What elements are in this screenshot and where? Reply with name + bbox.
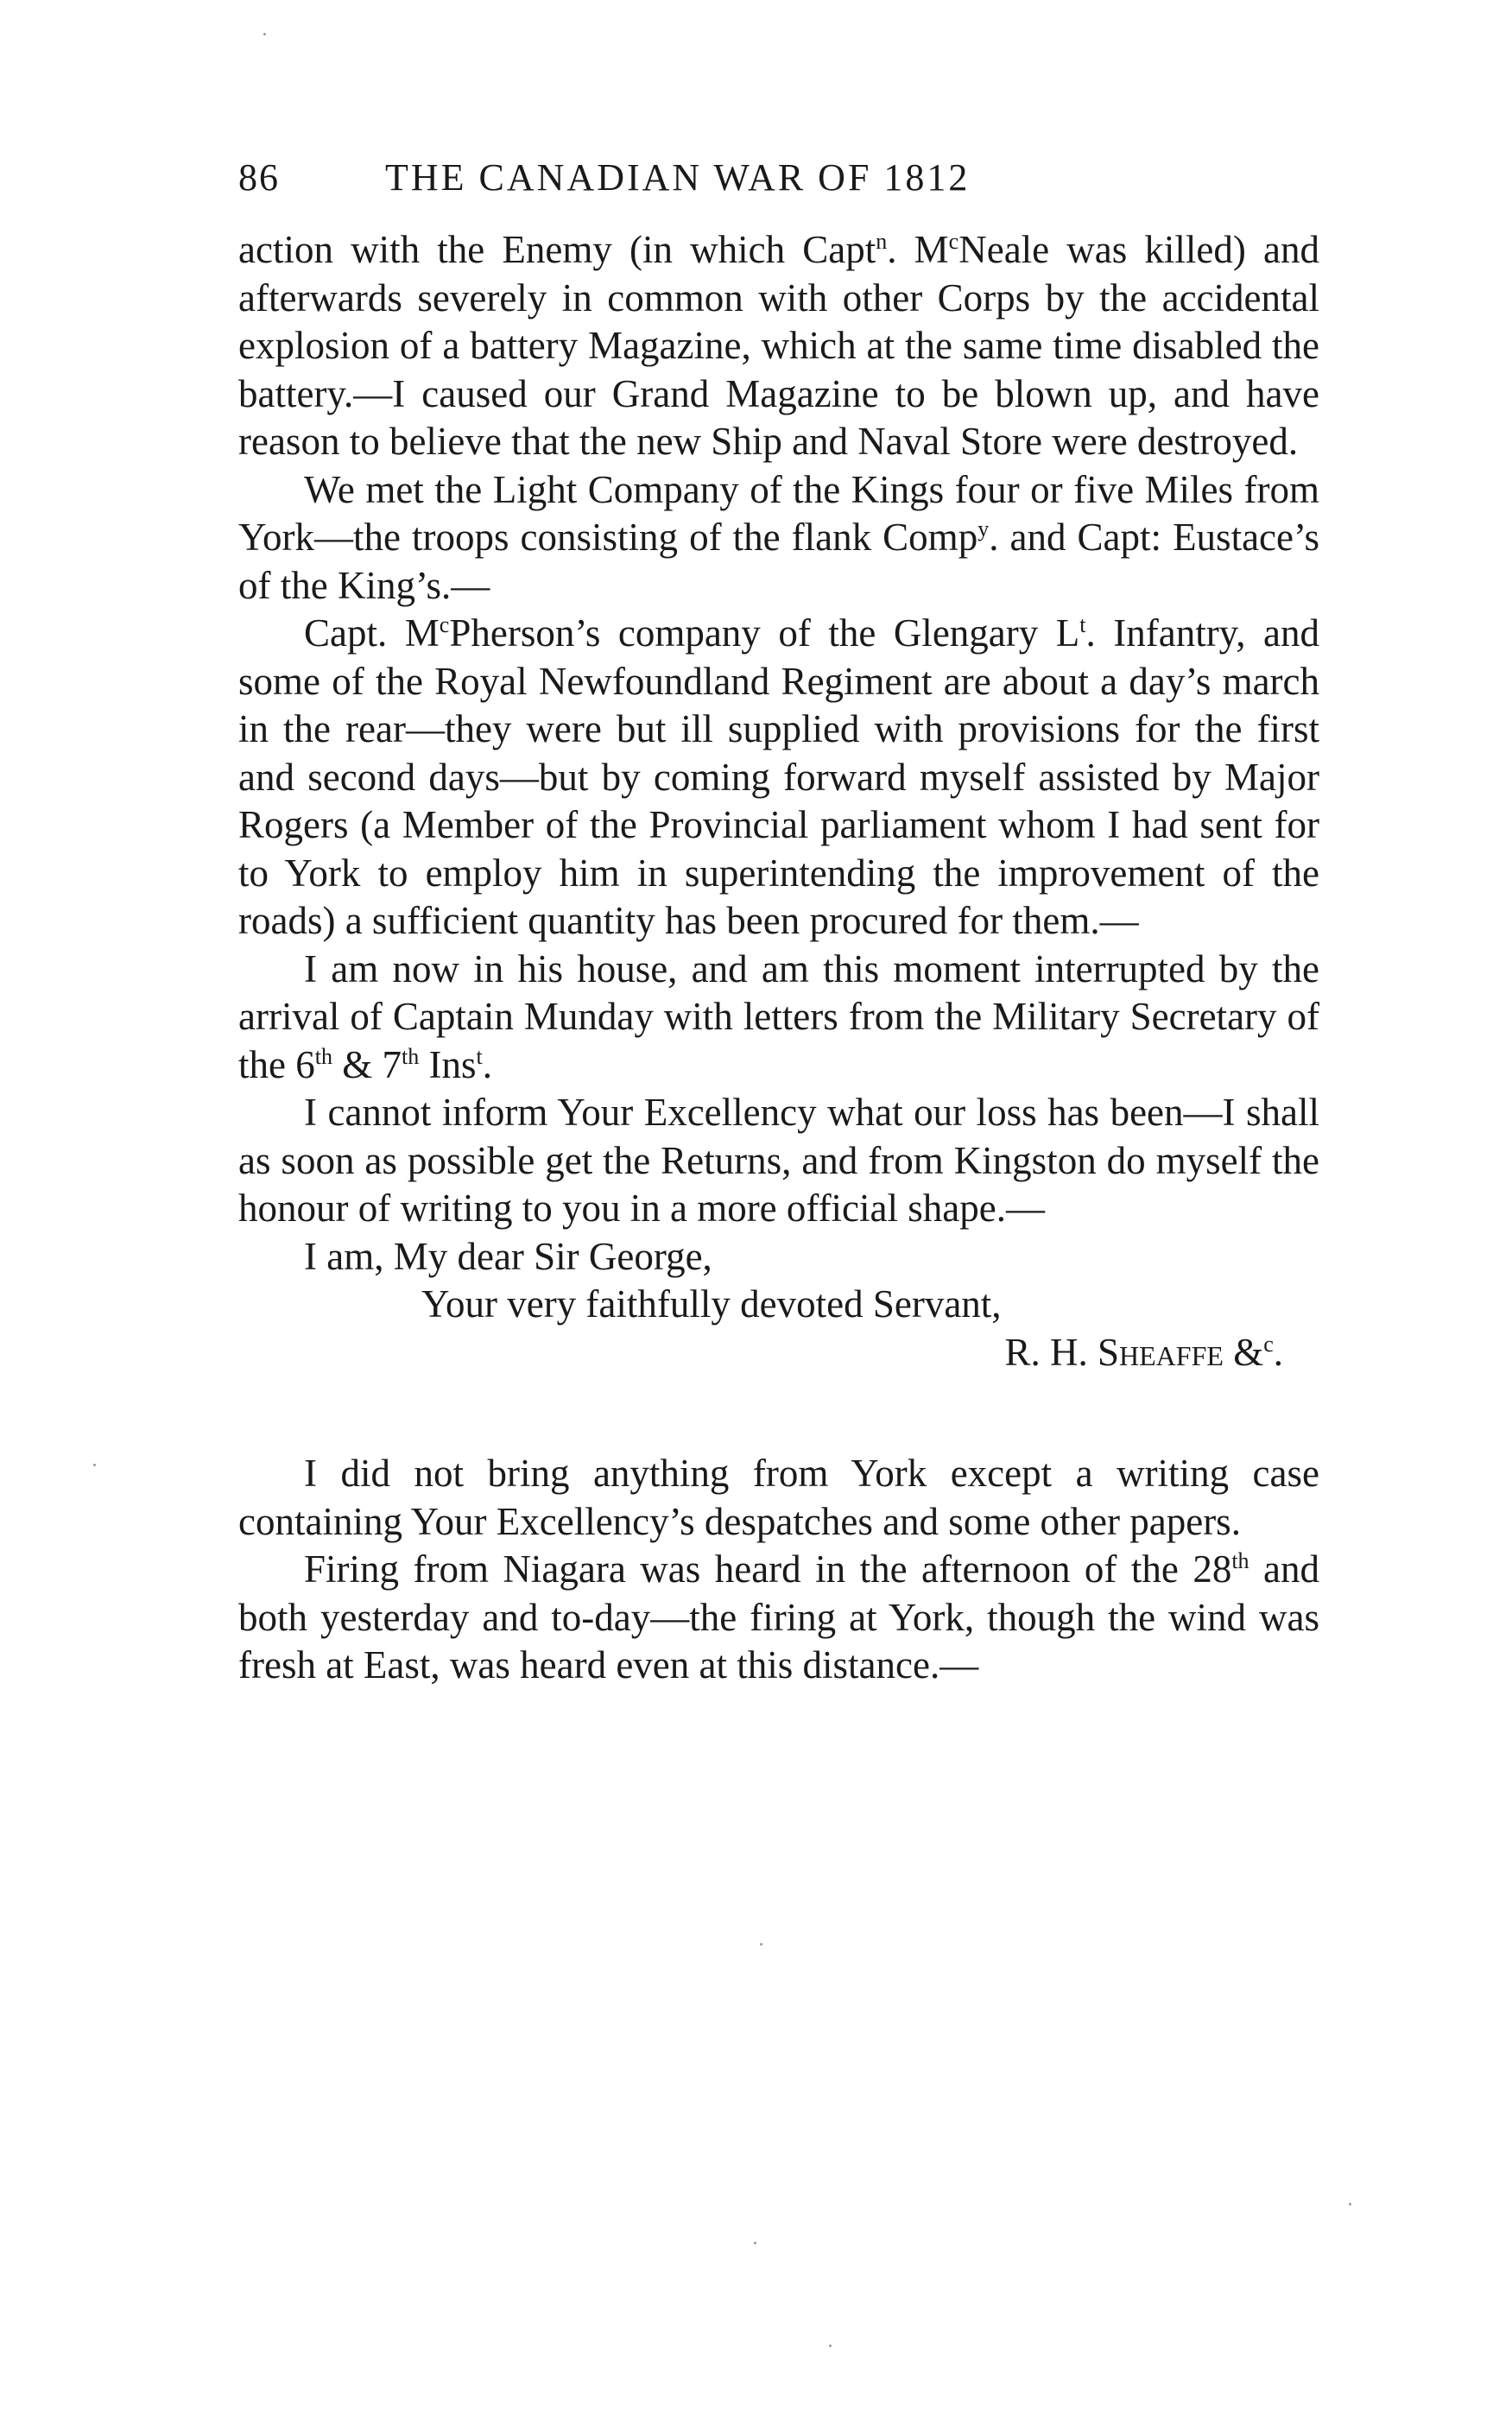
superscript: c [1263, 1331, 1274, 1357]
text-run: I cannot inform Your Excellency what our loss has been—I shall as soon as possible get the Returns, and from Kingston do myself the honour of writing to you in a more official shape.— [238, 1091, 1319, 1230]
text-run: & 7 [332, 1042, 402, 1086]
text-run: We met the Light Company of the Kings four or five Miles from York—the troops consisting of the flank Comp [238, 467, 1319, 559]
text-run: R. H. [1004, 1330, 1098, 1374]
text-run: . M [887, 228, 949, 271]
page-body [238, 226, 1319, 1690]
paper-speck [93, 1464, 96, 1466]
superscript: th [314, 1043, 332, 1069]
letter-paragraph-4 [238, 946, 1319, 1090]
text-run: I am now in his house, and am this moment interrupted by the arrival of Captain Munday with letters from the Military Secretary of the 6 [238, 946, 1319, 1086]
running-header [238, 155, 1309, 199]
superscript: n [876, 229, 888, 254]
letter-paragraph-3 [238, 610, 1319, 946]
closing-complimentary: Your very faithfully devoted Servant, [421, 1282, 1002, 1326]
paper-speck [1349, 2203, 1351, 2205]
text-run: Capt. M [304, 611, 440, 655]
text-run: action with the Enemy (in which Capt [238, 228, 876, 271]
letter-paragraph-2 [238, 466, 1319, 611]
letter-paragraph-5 [238, 1089, 1319, 1233]
paper-speck [263, 33, 266, 35]
text-run: Pherson’s company of the Glengary L [449, 611, 1080, 655]
superscript: t [476, 1043, 483, 1069]
paper-speck [760, 1943, 762, 1946]
postscript-paragraph-1 [238, 1450, 1319, 1546]
superscript: th [401, 1043, 420, 1069]
paper-speck [754, 2242, 756, 2244]
superscript: y [977, 516, 990, 541]
text-run: Firing from Niagara was heard in the afternoon of the 28 [304, 1547, 1232, 1591]
text-run: Ins [419, 1042, 477, 1086]
signature [238, 1329, 1319, 1377]
text-run: . and Capt: Eustace’s of the King’s.— [238, 516, 1320, 607]
text-run: . [482, 1042, 492, 1086]
text-run: . [1273, 1330, 1283, 1374]
superscript: t [1079, 612, 1086, 637]
text-run: . Infantry, and some of the Royal Newfoundland Regiment are about a day’s march in the rear—they were but ill supplied with provisions for the first and second days—but by coming forward myself assisted by Major Rogers (a Member of the Provincial parliament whom I had sent for to York to employ him in superintending the improvement of the roads) a sufficient quantity has been procured for them.— [238, 611, 1319, 942]
page-number: 86 [238, 156, 280, 199]
text-run: Neale was killed) and afterwards severely in common with other Corps by the accidental explosion of a battery Magazine, which at the same time disabled the battery.—I caused our Grand Magazine to be blown up, and have reason to believe that the new Ship and Naval Store were destroyed. [238, 228, 1320, 463]
superscript: c [439, 612, 450, 637]
superscript: th [1231, 1548, 1249, 1573]
small-caps-run: Sheaffe [1098, 1330, 1224, 1374]
text-run: and both yesterday and to-day—the firing at York, though the wind was fresh at East, was heard even at this distance.— [238, 1547, 1320, 1686]
text-run: I did not bring anything from York except a writing case containing Your Excellency’s despatches and some other papers. [238, 1452, 1319, 1543]
running-title: THE CANADIAN WAR OF 1812 [385, 156, 971, 199]
paper-speck [829, 2345, 832, 2347]
text-run: & [1223, 1330, 1264, 1374]
letter-paragraph-1 [238, 226, 1319, 466]
postscript-paragraph-2 [238, 1546, 1319, 1690]
superscript: c [948, 229, 959, 254]
closing-salutation: I am, My dear Sir George, [304, 1234, 712, 1278]
section-gap [238, 1376, 1319, 1450]
